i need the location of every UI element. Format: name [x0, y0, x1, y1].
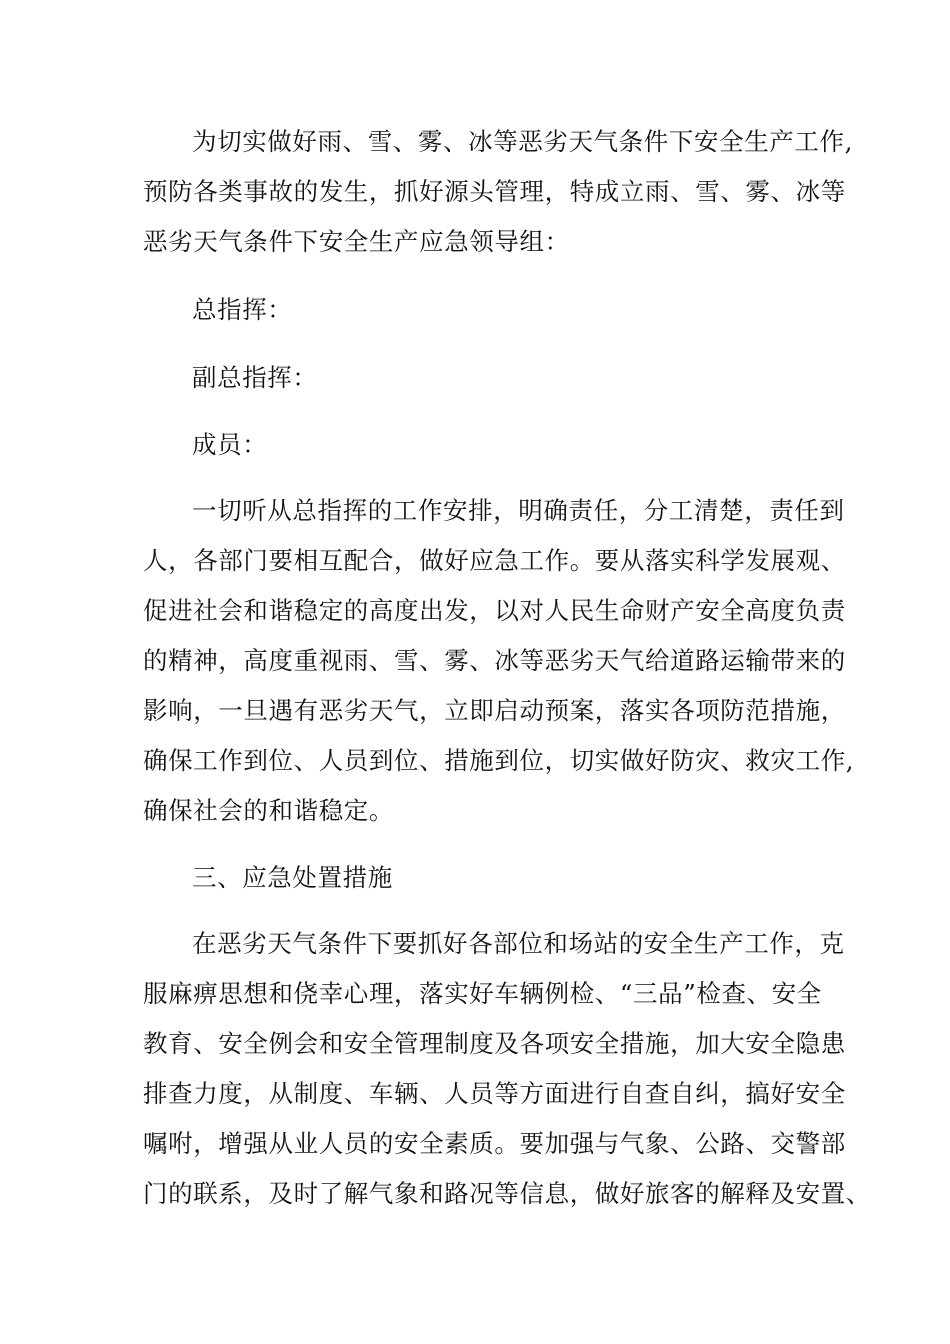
paragraph-3-line-5: 嘱咐，增强从业人员的安全素质。要加强与气象、公路、交警部	[143, 1129, 846, 1158]
paragraph-3-line-4: 排查力度，从制度、车辆、人员等方面进行自查自纠，搞好安全	[143, 1079, 846, 1108]
paragraph-2-line-3: 促进社会和谐稳定的高度出发，以对人民生命财产安全高度负责	[143, 596, 846, 625]
commander-label: 总指挥：	[192, 295, 293, 324]
paragraph-2-line-2: 人，各部门要相互配合，做好应急工作。要从落实科学发展观、	[143, 546, 846, 575]
paragraph-3-line-6: 门的联系，及时了解气象和路况等信息，做好旅客的解释及安置、	[143, 1179, 871, 1208]
members-label: 成员：	[192, 430, 268, 459]
paragraph-1-line-3: 恶劣天气条件下安全生产应急领导组：	[143, 227, 570, 256]
paragraph-1-line-2: 预防各类事故的发生，抓好源头管理，特成立雨、雪、雾、冰等	[143, 177, 846, 206]
paragraph-2-line-4: 的精神，高度重视雨、雪、雾、冰等恶劣天气给道路运输带来的	[143, 646, 846, 675]
paragraph-2-line-6: 确保工作到位、人员到位、措施到位，切实做好防灾、救灾工作,	[143, 746, 855, 775]
section-heading: 三、应急处置措施	[192, 863, 393, 892]
deputy-commander-label: 副总指挥：	[192, 363, 318, 392]
paragraph-2-line-7: 确保社会的和谐稳定。	[143, 796, 394, 825]
paragraph-3-line-1: 在恶劣天气条件下要抓好各部位和场站的安全生产工作，克	[192, 929, 845, 958]
paragraph-2-line-1: 一切听从总指挥的工作安排，明确责任，分工清楚，责任到	[192, 496, 845, 525]
paragraph-2-line-5: 影响，一旦遇有恶劣天气，立即启动预案，落实各项防范措施，	[143, 696, 846, 725]
paragraph-1-line-1: 为切实做好雨、雪、雾、冰等恶劣天气条件下安全生产工作,	[192, 127, 853, 156]
paragraph-3-line-3: 教育、安全例会和安全管理制度及各项安全措施，加大安全隐患	[143, 1029, 846, 1058]
paragraph-3-line-2: 服麻痹思想和侥幸心理，落实好车辆例检、“三品”检查、安全	[143, 979, 822, 1008]
